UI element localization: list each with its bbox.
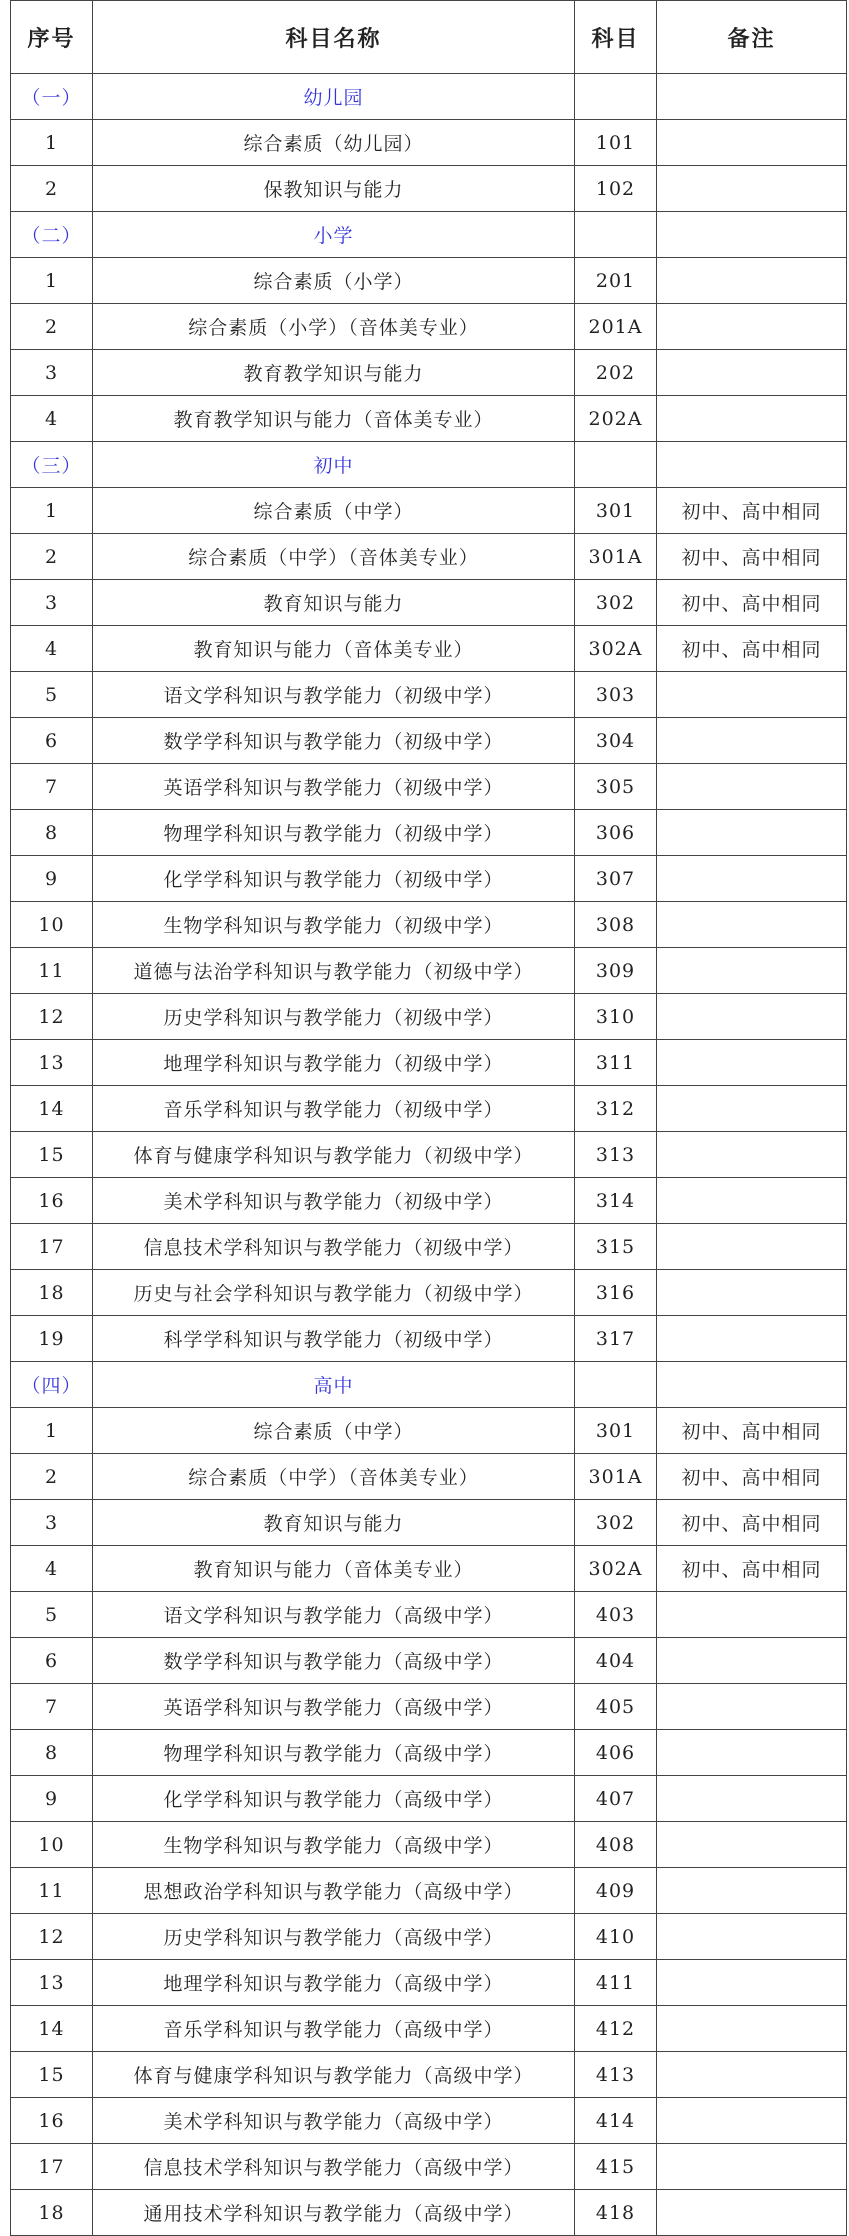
row-seq: 7 (11, 764, 93, 810)
row-subject-name: 语文学科知识与教学能力（初级中学） (93, 672, 575, 718)
table-row (11, 626, 847, 672)
row-seq: 3 (11, 1500, 93, 1546)
row-subject-name: 教育知识与能力（音体美专业） (93, 1546, 575, 1592)
section-note-empty (657, 1362, 847, 1408)
row-seq: 10 (11, 1822, 93, 1868)
row-subject-code: 302A (575, 1546, 657, 1592)
table-row (11, 856, 847, 902)
row-remark (657, 1178, 847, 1224)
table-row (11, 1684, 847, 1730)
row-remark (657, 1316, 847, 1362)
row-subject-code: 315 (575, 1224, 657, 1270)
row-seq: 17 (11, 2144, 93, 2190)
row-remark (657, 948, 847, 994)
row-subject-code: 414 (575, 2098, 657, 2144)
table-row (11, 1408, 847, 1454)
table-row (11, 1086, 847, 1132)
section-seq: （一） (11, 74, 93, 120)
row-subject-code: 409 (575, 1868, 657, 1914)
row-seq: 8 (11, 810, 93, 856)
row-seq: 9 (11, 856, 93, 902)
row-remark: 初中、高中相同 (657, 1408, 847, 1454)
row-subject-name: 生物学科知识与教学能力（高级中学） (93, 1822, 575, 1868)
table-row (11, 1040, 847, 1086)
table-row (11, 396, 847, 442)
row-subject-code: 413 (575, 2052, 657, 2098)
section-code-empty (575, 442, 657, 488)
row-remark (657, 1040, 847, 1086)
row-remark: 初中、高中相同 (657, 580, 847, 626)
section-row (11, 74, 847, 120)
section-row (11, 442, 847, 488)
row-remark (657, 672, 847, 718)
row-remark (657, 1822, 847, 1868)
row-subject-name: 数学学科知识与教学能力（高级中学） (93, 1638, 575, 1684)
table-row (11, 810, 847, 856)
row-subject-code: 312 (575, 1086, 657, 1132)
row-subject-code: 201A (575, 304, 657, 350)
row-seq: 5 (11, 672, 93, 718)
row-subject-name: 历史与社会学科知识与教学能力（初级中学） (93, 1270, 575, 1316)
table-row (11, 2190, 847, 2236)
row-subject-name: 数学学科知识与教学能力（初级中学） (93, 718, 575, 764)
row-subject-code: 404 (575, 1638, 657, 1684)
row-remark: 初中、高中相同 (657, 488, 847, 534)
row-subject-name: 教育知识与能力 (93, 580, 575, 626)
table-row (11, 1546, 847, 1592)
table-row (11, 1914, 847, 1960)
section-row (11, 212, 847, 258)
row-remark (657, 2006, 847, 2052)
row-subject-name: 思想政治学科知识与教学能力（高级中学） (93, 1868, 575, 1914)
header-row (11, 1, 847, 74)
row-seq: 6 (11, 718, 93, 764)
row-remark (657, 120, 847, 166)
row-subject-name: 英语学科知识与教学能力（高级中学） (93, 1684, 575, 1730)
row-subject-name: 物理学科知识与教学能力（初级中学） (93, 810, 575, 856)
table-row (11, 1178, 847, 1224)
row-subject-code: 202 (575, 350, 657, 396)
table-row (11, 672, 847, 718)
row-seq: 3 (11, 580, 93, 626)
row-subject-name: 音乐学科知识与教学能力（初级中学） (93, 1086, 575, 1132)
row-seq: 15 (11, 2052, 93, 2098)
table-row (11, 764, 847, 810)
row-subject-code: 303 (575, 672, 657, 718)
row-subject-code: 301 (575, 1408, 657, 1454)
row-remark: 初中、高中相同 (657, 1500, 847, 1546)
section-code-empty (575, 74, 657, 120)
row-seq: 2 (11, 304, 93, 350)
table-row (11, 1132, 847, 1178)
table-row (11, 258, 847, 304)
row-seq: 1 (11, 1408, 93, 1454)
row-seq: 11 (11, 948, 93, 994)
table-row (11, 166, 847, 212)
table-row (11, 1868, 847, 1914)
row-subject-name: 教育知识与能力（音体美专业） (93, 626, 575, 672)
row-subject-name: 综合素质（小学）（音体美专业） (93, 304, 575, 350)
row-seq: 15 (11, 1132, 93, 1178)
row-subject-name: 科学学科知识与教学能力（初级中学） (93, 1316, 575, 1362)
row-subject-code: 412 (575, 2006, 657, 2052)
table-row (11, 994, 847, 1040)
row-remark (657, 1730, 847, 1776)
row-remark (657, 2190, 847, 2236)
row-subject-code: 305 (575, 764, 657, 810)
section-seq: （二） (11, 212, 93, 258)
row-subject-code: 405 (575, 1684, 657, 1730)
table-row (11, 304, 847, 350)
row-seq: 13 (11, 1040, 93, 1086)
row-subject-code: 310 (575, 994, 657, 1040)
section-note-empty (657, 442, 847, 488)
row-remark (657, 1132, 847, 1178)
table-row (11, 488, 847, 534)
row-subject-name: 化学学科知识与教学能力（初级中学） (93, 856, 575, 902)
row-subject-name: 信息技术学科知识与教学能力（初级中学） (93, 1224, 575, 1270)
table-row (11, 1454, 847, 1500)
row-subject-code: 301A (575, 534, 657, 580)
row-remark (657, 1914, 847, 1960)
row-remark (657, 1638, 847, 1684)
section-title: 高中 (93, 1362, 575, 1408)
row-seq: 13 (11, 1960, 93, 2006)
header-seq: 序号 (11, 1, 93, 74)
row-remark (657, 1592, 847, 1638)
row-subject-name: 综合素质（中学） (93, 488, 575, 534)
row-seq: 6 (11, 1638, 93, 1684)
row-seq: 4 (11, 1546, 93, 1592)
section-code-empty (575, 1362, 657, 1408)
row-subject-code: 314 (575, 1178, 657, 1224)
row-subject-name: 美术学科知识与教学能力（初级中学） (93, 1178, 575, 1224)
table-row (11, 2098, 847, 2144)
section-note-empty (657, 74, 847, 120)
row-seq: 11 (11, 1868, 93, 1914)
row-subject-name: 综合素质（中学） (93, 1408, 575, 1454)
row-subject-name: 地理学科知识与教学能力（高级中学） (93, 1960, 575, 2006)
row-subject-code: 302 (575, 580, 657, 626)
row-subject-name: 综合素质（幼儿园） (93, 120, 575, 166)
table-body (11, 74, 847, 2236)
section-title: 幼儿园 (93, 74, 575, 120)
row-remark (657, 1960, 847, 2006)
row-seq: 14 (11, 2006, 93, 2052)
header-subject-name: 科目名称 (93, 1, 575, 74)
row-subject-code: 403 (575, 1592, 657, 1638)
row-remark (657, 764, 847, 810)
row-seq: 4 (11, 396, 93, 442)
row-seq: 19 (11, 1316, 93, 1362)
row-remark (657, 166, 847, 212)
row-seq: 7 (11, 1684, 93, 1730)
row-subject-code: 202A (575, 396, 657, 442)
row-remark (657, 718, 847, 764)
row-remark (657, 1086, 847, 1132)
row-subject-name: 教育教学知识与能力 (93, 350, 575, 396)
row-subject-code: 304 (575, 718, 657, 764)
row-subject-code: 301A (575, 1454, 657, 1500)
row-subject-name: 音乐学科知识与教学能力（高级中学） (93, 2006, 575, 2052)
row-remark: 初中、高中相同 (657, 1546, 847, 1592)
row-remark: 初中、高中相同 (657, 626, 847, 672)
table-row (11, 2052, 847, 2098)
row-remark (657, 1270, 847, 1316)
row-seq: 4 (11, 626, 93, 672)
row-seq: 2 (11, 1454, 93, 1500)
section-note-empty (657, 212, 847, 258)
row-seq: 16 (11, 2098, 93, 2144)
section-code-empty (575, 212, 657, 258)
table-row (11, 902, 847, 948)
row-subject-name: 综合素质（小学） (93, 258, 575, 304)
header-subject-code: 科目 (575, 1, 657, 74)
row-subject-code: 302A (575, 626, 657, 672)
row-subject-name: 英语学科知识与教学能力（初级中学） (93, 764, 575, 810)
row-seq: 1 (11, 120, 93, 166)
row-seq: 16 (11, 1178, 93, 1224)
row-subject-code: 302 (575, 1500, 657, 1546)
row-subject-code: 313 (575, 1132, 657, 1178)
section-row (11, 1362, 847, 1408)
row-subject-code: 317 (575, 1316, 657, 1362)
table-row (11, 718, 847, 764)
table-row (11, 1638, 847, 1684)
row-remark: 初中、高中相同 (657, 1454, 847, 1500)
row-subject-name: 体育与健康学科知识与教学能力（高级中学） (93, 2052, 575, 2098)
row-subject-code: 308 (575, 902, 657, 948)
table-row (11, 948, 847, 994)
row-subject-code: 316 (575, 1270, 657, 1316)
row-subject-code: 306 (575, 810, 657, 856)
row-remark (657, 810, 847, 856)
row-remark (657, 258, 847, 304)
row-subject-name: 历史学科知识与教学能力（高级中学） (93, 1914, 575, 1960)
section-seq: （三） (11, 442, 93, 488)
row-seq: 17 (11, 1224, 93, 1270)
row-remark: 初中、高中相同 (657, 534, 847, 580)
row-subject-code: 102 (575, 166, 657, 212)
table-row (11, 1822, 847, 1868)
row-seq: 12 (11, 1914, 93, 1960)
table-row (11, 1316, 847, 1362)
row-seq: 14 (11, 1086, 93, 1132)
row-subject-name: 综合素质（中学）（音体美专业） (93, 534, 575, 580)
row-remark (657, 2052, 847, 2098)
row-subject-name: 物理学科知识与教学能力（高级中学） (93, 1730, 575, 1776)
table-row (11, 350, 847, 396)
row-seq: 12 (11, 994, 93, 1040)
table-row (11, 1730, 847, 1776)
row-seq: 3 (11, 350, 93, 396)
table-row (11, 1776, 847, 1822)
row-remark (657, 1868, 847, 1914)
row-remark (657, 2098, 847, 2144)
row-seq: 18 (11, 1270, 93, 1316)
table-row (11, 120, 847, 166)
row-subject-name: 教育知识与能力 (93, 1500, 575, 1546)
row-subject-name: 教育教学知识与能力（音体美专业） (93, 396, 575, 442)
row-seq: 9 (11, 1776, 93, 1822)
table-row (11, 2144, 847, 2190)
row-subject-code: 407 (575, 1776, 657, 1822)
row-subject-code: 301 (575, 488, 657, 534)
table-row (11, 534, 847, 580)
row-subject-name: 美术学科知识与教学能力（高级中学） (93, 2098, 575, 2144)
row-remark (657, 994, 847, 1040)
row-subject-name: 通用技术学科知识与教学能力（高级中学） (93, 2190, 575, 2236)
row-subject-name: 语文学科知识与教学能力（高级中学） (93, 1592, 575, 1638)
row-subject-code: 418 (575, 2190, 657, 2236)
row-remark (657, 396, 847, 442)
row-remark (657, 902, 847, 948)
row-seq: 10 (11, 902, 93, 948)
row-subject-name: 地理学科知识与教学能力（初级中学） (93, 1040, 575, 1086)
table-row (11, 580, 847, 626)
row-subject-code: 309 (575, 948, 657, 994)
row-subject-name: 综合素质（中学）（音体美专业） (93, 1454, 575, 1500)
row-subject-name: 保教知识与能力 (93, 166, 575, 212)
row-seq: 5 (11, 1592, 93, 1638)
row-subject-code: 101 (575, 120, 657, 166)
row-subject-code: 415 (575, 2144, 657, 2190)
row-subject-code: 201 (575, 258, 657, 304)
row-subject-code: 408 (575, 1822, 657, 1868)
section-title: 初中 (93, 442, 575, 488)
row-seq: 2 (11, 534, 93, 580)
row-remark (657, 1684, 847, 1730)
row-remark (657, 304, 847, 350)
header-remark: 备注 (657, 1, 847, 74)
row-remark (657, 2144, 847, 2190)
row-subject-name: 信息技术学科知识与教学能力（高级中学） (93, 2144, 575, 2190)
row-subject-name: 化学学科知识与教学能力（高级中学） (93, 1776, 575, 1822)
table-row (11, 2006, 847, 2052)
table-row (11, 1500, 847, 1546)
row-subject-code: 406 (575, 1730, 657, 1776)
section-title: 小学 (93, 212, 575, 258)
row-subject-name: 生物学科知识与教学能力（初级中学） (93, 902, 575, 948)
section-seq: （四） (11, 1362, 93, 1408)
row-subject-code: 411 (575, 1960, 657, 2006)
row-remark (657, 1776, 847, 1822)
table-row (11, 1270, 847, 1316)
table-row (11, 1960, 847, 2006)
row-remark (657, 350, 847, 396)
row-subject-name: 历史学科知识与教学能力（初级中学） (93, 994, 575, 1040)
row-seq: 8 (11, 1730, 93, 1776)
row-subject-name: 道德与法治学科知识与教学能力（初级中学） (93, 948, 575, 994)
row-subject-name: 体育与健康学科知识与教学能力（初级中学） (93, 1132, 575, 1178)
row-subject-code: 410 (575, 1914, 657, 1960)
row-subject-code: 307 (575, 856, 657, 902)
row-seq: 2 (11, 166, 93, 212)
row-subject-code: 311 (575, 1040, 657, 1086)
subjects-table (10, 0, 847, 2236)
row-seq: 1 (11, 258, 93, 304)
row-seq: 1 (11, 488, 93, 534)
row-remark (657, 856, 847, 902)
table-row (11, 1224, 847, 1270)
table-row (11, 1592, 847, 1638)
row-remark (657, 1224, 847, 1270)
row-seq: 18 (11, 2190, 93, 2236)
